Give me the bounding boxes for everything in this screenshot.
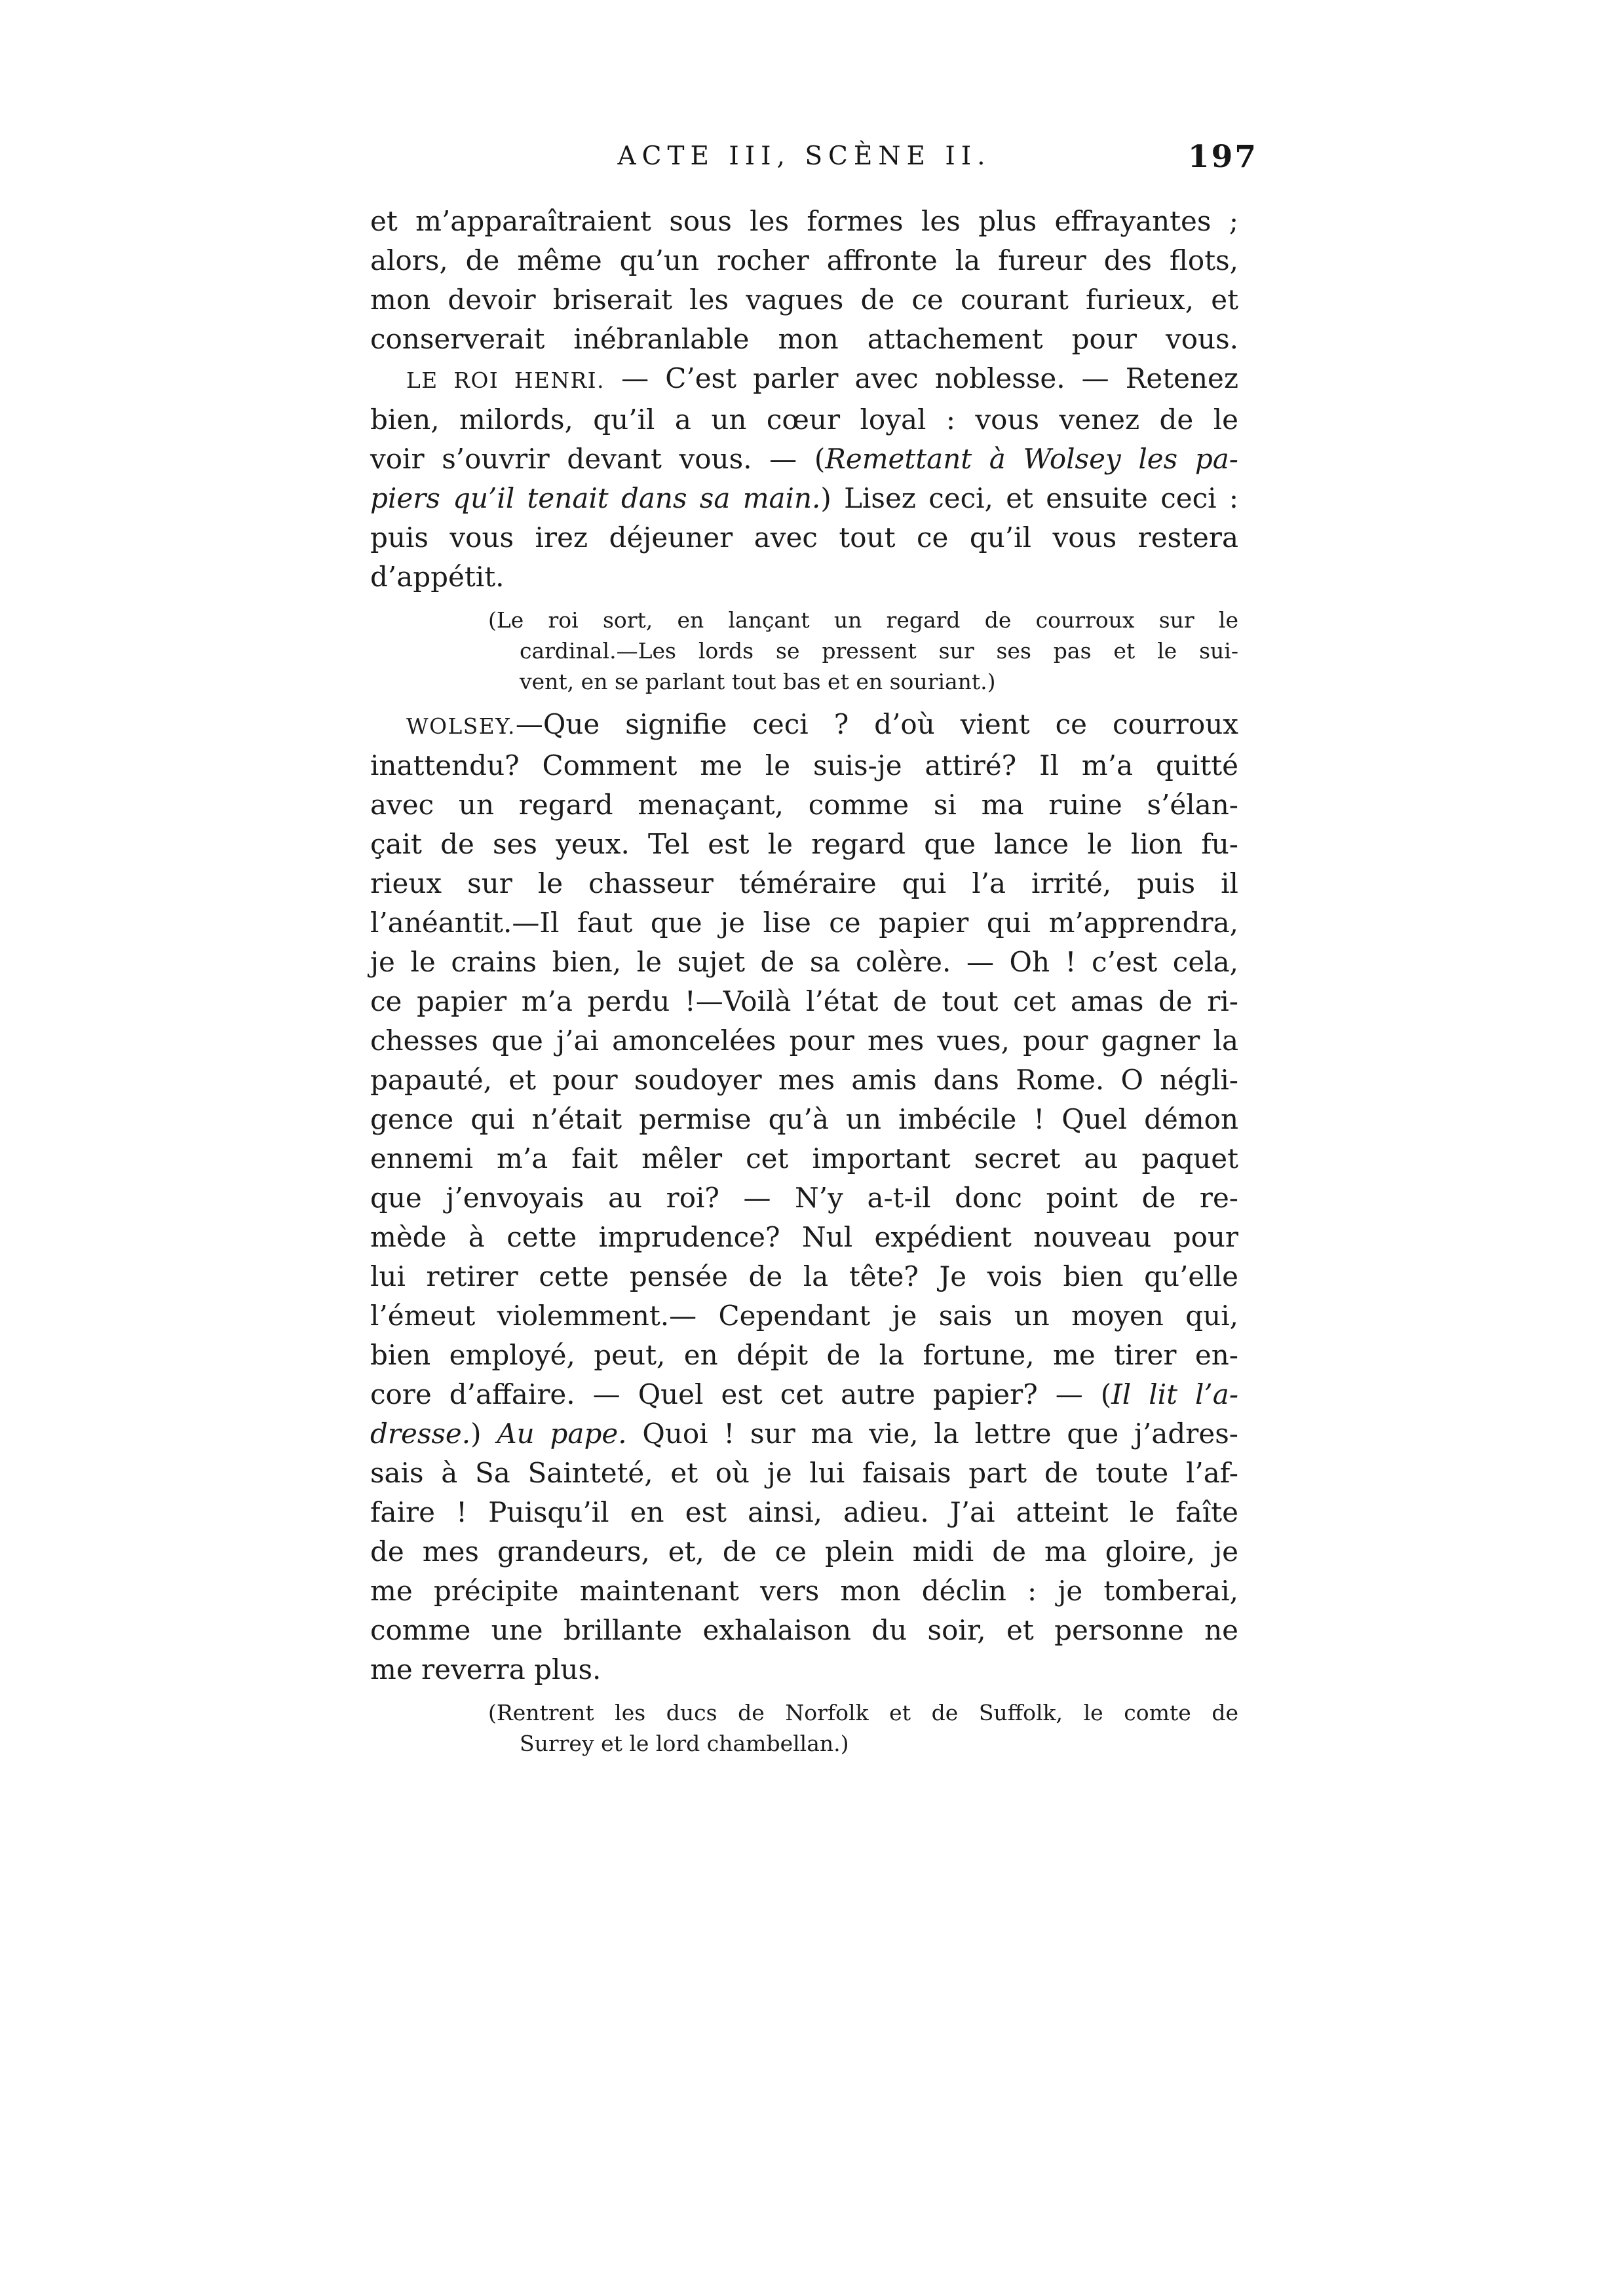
text-line xyxy=(370,1178,1238,1218)
text-line xyxy=(370,825,1238,864)
text-line xyxy=(370,1571,1238,1611)
page-text xyxy=(370,202,1238,1759)
text-line xyxy=(370,280,1238,320)
text-segment: rieux sur le chasseur téméraire qui l’a irrité, puis il xyxy=(370,867,1238,899)
text-segment: l’anéantit.—Il faut que je lise ce papier qui m’apprendra, xyxy=(370,907,1238,939)
text-segment: papauté, et pour soudoyer mes amis dans Rome. O négli- xyxy=(370,1064,1238,1096)
text-line xyxy=(370,1611,1238,1650)
text-segment: l’émeut violemment.— Cependant je sais un moyen qui, xyxy=(370,1300,1238,1332)
text-line xyxy=(370,864,1238,903)
text-line xyxy=(370,785,1238,825)
text-segment: de mes grandeurs, et, de ce plein midi de ma gloire, je xyxy=(370,1535,1238,1568)
italic-text-segment: dresse. xyxy=(370,1418,471,1450)
text-segment: ) Lisez ceci, et ensuite ceci : xyxy=(820,482,1238,514)
text-segment: lui retirer cette pensée de la tête? Je vois bien qu’elle xyxy=(370,1260,1238,1292)
text-segment: puis vous irez déjeuner avec tout ce qu’il vous restera xyxy=(370,521,1238,554)
text-segment: comme une brillante exhalaison du soir, et personne ne xyxy=(370,1614,1238,1646)
text-line xyxy=(370,1336,1238,1375)
text-segment: çait de ses yeux. Tel est le regard que lance le lion fu- xyxy=(370,828,1238,860)
page-number: 197 xyxy=(1187,139,1258,175)
text-segment: que j’envoyais au roi? — N’y a-t-il donc point de re- xyxy=(370,1182,1238,1214)
text-segment: gence qui n’était permise qu’à un imbécile ! Quel démon xyxy=(370,1103,1238,1135)
text-line xyxy=(370,202,1238,241)
text-line xyxy=(370,320,1238,359)
text-line xyxy=(370,1139,1238,1178)
text-segment: sais à Sa Sainteté, et où je lui faisais part de toute l’af- xyxy=(370,1457,1238,1489)
text-line xyxy=(370,1257,1238,1296)
header-title: ACTE III, SCÈNE II. xyxy=(617,141,991,171)
text-line xyxy=(370,1100,1238,1139)
text-line xyxy=(370,1650,1238,1689)
speaker-name: LE ROI HENRI. xyxy=(406,368,605,393)
text-line xyxy=(370,982,1238,1021)
text-segment: ) xyxy=(470,1418,497,1450)
text-segment: — C’est parler avec noblesse. — Retenez xyxy=(605,362,1238,394)
text-segment: —Que signifie ceci ? d’où vient ce courroux xyxy=(515,708,1238,740)
text-segment: conserverait inébranlable mon attachement pour vous. xyxy=(370,323,1238,355)
text-segment: inattendu? Comment me le suis-je attiré? Il m’a quitté xyxy=(370,749,1238,781)
stage-direction-line xyxy=(520,635,1238,666)
text-line xyxy=(370,518,1238,557)
text-line xyxy=(370,1414,1238,1454)
text-segment: voir s’ouvrir devant vous. — ( xyxy=(370,443,826,475)
text-segment: me précipite maintenant vers mon déclin : je tomberai, xyxy=(370,1575,1238,1607)
stage-direction-line xyxy=(488,605,1238,635)
text-line xyxy=(370,1061,1238,1100)
italic-text-segment: Remettant à Wolsey les pa- xyxy=(825,443,1239,475)
text-line xyxy=(370,746,1238,785)
italic-text-segment: Au pape. xyxy=(497,1418,627,1450)
text-line xyxy=(370,1375,1238,1414)
text-segment: cardinal.—Les lords se pressent sur ses pas et le sui- xyxy=(520,638,1238,664)
text-segment: avec un regard menaçant, comme si ma ruine s’élan- xyxy=(370,789,1238,821)
text-line xyxy=(370,903,1238,943)
text-segment: me reverra plus. xyxy=(370,1653,601,1685)
text-segment: (Le roi sort, en lançant un regard de courroux sur le xyxy=(488,607,1238,633)
text-segment: bien employé, peut, en dépit de la fortune, me tirer en- xyxy=(370,1339,1238,1371)
stage-direction-line xyxy=(520,666,1238,697)
text-line xyxy=(370,479,1238,518)
text-segment: (Rentrent les ducs de Norfolk et de Suffolk, le comte de xyxy=(488,1700,1238,1725)
text-line xyxy=(370,241,1238,280)
text-segment: core d’affaire. — Quel est cet autre papier? — ( xyxy=(370,1378,1112,1410)
text-line xyxy=(370,1454,1238,1493)
text-line xyxy=(370,1218,1238,1257)
text-line xyxy=(370,1532,1238,1571)
text-segment: chesses que j’ai amoncelées pour mes vues, pour gagner la xyxy=(370,1025,1238,1057)
stage-direction-line xyxy=(488,1697,1238,1728)
text-segment: alors, de même qu’un rocher affronte la fureur des flots, xyxy=(370,244,1238,276)
text-line xyxy=(370,705,1238,746)
text-segment: et m’apparaîtraient sous les formes les plus effrayantes ; xyxy=(370,205,1238,237)
text-segment: je le crains bien, le sujet de sa colère. — Oh ! c’est cela, xyxy=(370,946,1238,978)
text-segment: mon devoir briserait les vagues de ce courant furieux, et xyxy=(370,284,1238,316)
text-line xyxy=(370,943,1238,982)
text-segment: ce papier m’a perdu !—Voilà l’état de tout cet amas de ri- xyxy=(370,985,1238,1017)
text-line xyxy=(370,1296,1238,1336)
text-segment: Surrey et le lord chambellan.) xyxy=(520,1731,849,1756)
text-line xyxy=(370,359,1238,400)
text-line xyxy=(370,557,1238,597)
text-line xyxy=(370,1493,1238,1532)
text-line xyxy=(370,440,1238,479)
text-segment: bien, milords, qu’il a un cœur loyal : vous venez de le xyxy=(370,404,1238,436)
text-segment: vent, en se parlant tout bas et en souriant.) xyxy=(520,669,996,694)
speaker-name: WOLSEY. xyxy=(406,714,516,739)
text-line xyxy=(370,400,1238,440)
text-segment: Quoi ! sur ma vie, la lettre que j’adres- xyxy=(626,1418,1238,1450)
text-segment: d’appétit. xyxy=(370,561,505,593)
page-header xyxy=(370,139,1258,175)
italic-text-segment: Il lit l’a- xyxy=(1111,1378,1239,1410)
text-line xyxy=(370,1021,1238,1061)
stage-direction-line xyxy=(520,1728,1238,1759)
text-segment: faire ! Puisqu’il en est ainsi, adieu. J’ai atteint le faîte xyxy=(370,1496,1238,1528)
text-segment: ennemi m’a fait mêler cet important secret au paquet xyxy=(370,1142,1238,1175)
italic-text-segment: piers qu’il tenait dans sa main. xyxy=(370,482,821,514)
text-segment: mède à cette imprudence? Nul expédient nouveau pour xyxy=(370,1221,1238,1253)
